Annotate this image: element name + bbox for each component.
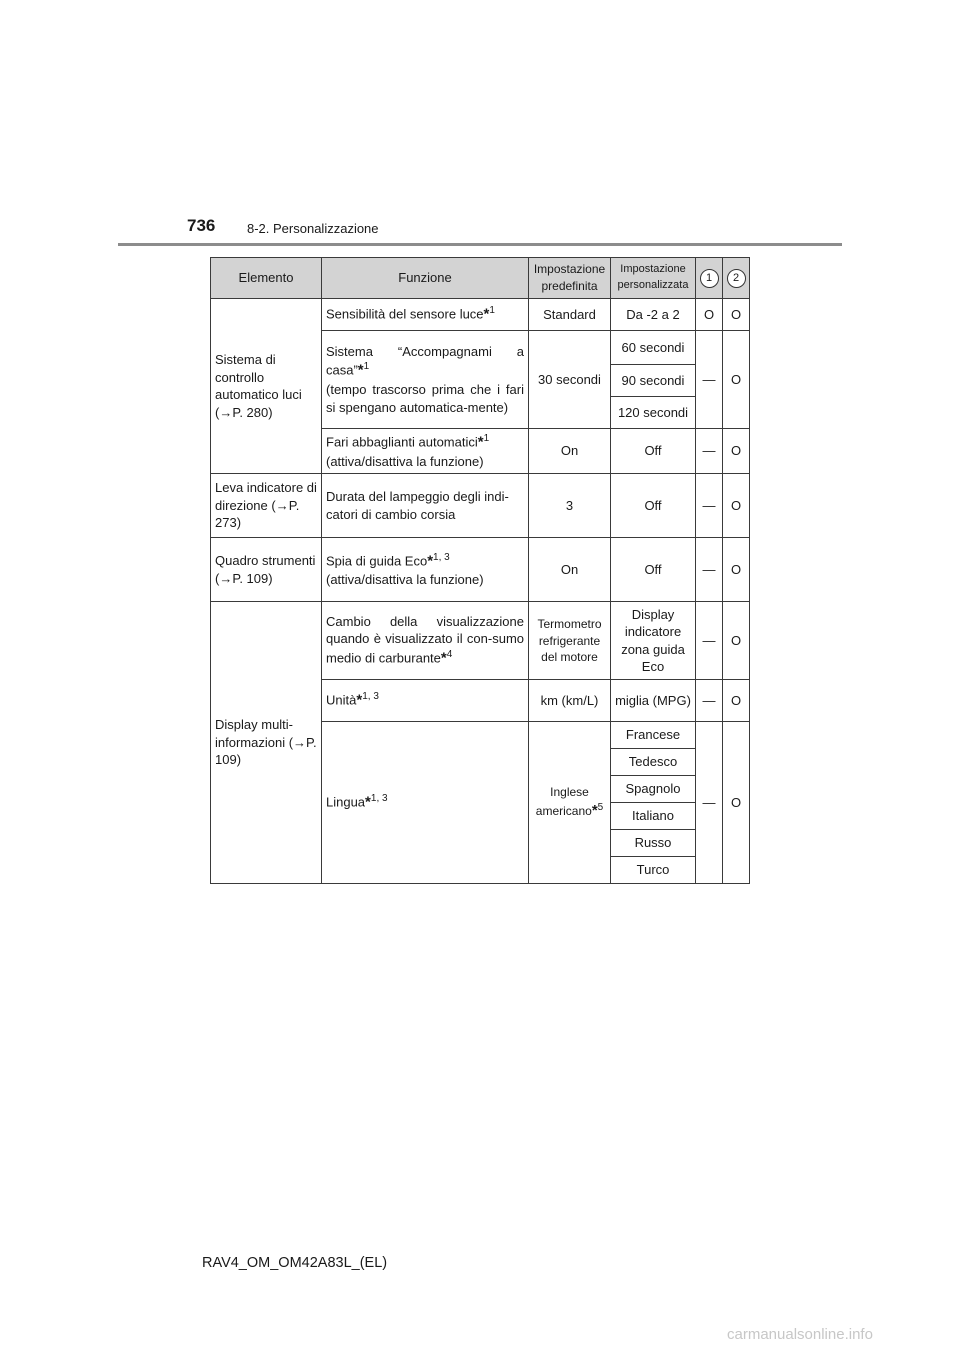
header-custom: Impostazione personalizzata (611, 258, 696, 299)
default-units: km (km/L) (529, 680, 611, 722)
col2-high-beam: O (723, 429, 750, 474)
table-row (211, 299, 750, 331)
custom-turn-signal: Off (611, 474, 696, 538)
default-language: Inglese americano*$^5$ (529, 722, 611, 884)
custom-follow-me-60: 60 secondi (611, 331, 696, 365)
col1-eco-indicator: — (696, 538, 723, 602)
settings-table (210, 257, 750, 884)
col2-eco-indicator: O (723, 538, 750, 602)
col2-display-switch: O (723, 602, 750, 680)
header-default: Impostazione predefinita (529, 258, 611, 299)
function-units: Unità*$^{1, 3}$ (322, 680, 529, 722)
table-row (211, 602, 750, 680)
table-row (211, 474, 750, 538)
table-row (211, 538, 750, 602)
default-follow-me: 30 secondi (529, 331, 611, 429)
function-follow-me: Sistema “Accompagnami a casa”*$^1$ (tempo trascorso prima che i fari si spengano automatica-mente) (322, 331, 529, 429)
col1-follow-me: — (696, 331, 723, 429)
function-light-sensor: Sensibilità del sensore luce*$^1$ (322, 299, 529, 331)
header-col1 (696, 258, 723, 299)
col1-language: — (696, 722, 723, 884)
custom-high-beam: Off (611, 429, 696, 474)
element-multi-info-display: Display multi-informazioni (→P. 109) (211, 602, 322, 884)
col2-language: O (723, 722, 750, 884)
function-turn-signal: Durata del lampeggio degli indi-catori di cambio corsia (322, 474, 529, 538)
custom-language-1: Francese (611, 722, 696, 749)
custom-language-5: Russo (611, 830, 696, 857)
default-eco-indicator: On (529, 538, 611, 602)
col1-high-beam: — (696, 429, 723, 474)
function-display-switch: Cambio della visualizzazione quando è visualizzato il con-sumo medio di carburante*$^4$ (322, 602, 529, 680)
col1-units: — (696, 680, 723, 722)
function-eco-indicator: Spia di guida Eco*$^{1, 3}$ (attiva/disattiva la funzione) (322, 538, 529, 602)
element-gauges: Quadro strumenti (→P. 109) (211, 538, 322, 602)
watermark: carmanualsonline.info (727, 1326, 873, 1343)
header-rule (118, 243, 842, 246)
default-turn-signal: 3 (529, 474, 611, 538)
col1-marker: 1 (700, 269, 719, 288)
col1-turn-signal: — (696, 474, 723, 538)
element-light-control: Sistema di controllo automatico luci (→P. 280) (211, 299, 322, 474)
col2-units: O (723, 680, 750, 722)
col2-turn-signal: O (723, 474, 750, 538)
custom-follow-me-90: 90 secondi (611, 365, 696, 397)
page-number: 736 (187, 216, 216, 235)
custom-language-2: Tedesco (611, 749, 696, 776)
custom-light-sensor: Da -2 a 2 (611, 299, 696, 331)
document-code: RAV4_OM_OM42A83L_(EL) (202, 1255, 388, 1271)
table-header-row (211, 258, 750, 299)
col1-display-switch: — (696, 602, 723, 680)
header-col2 (723, 258, 750, 299)
custom-language-4: Italiano (611, 803, 696, 830)
custom-language-6: Turco (611, 857, 696, 884)
default-display-switch: Termometro refrigerante del motore (529, 602, 611, 680)
element-turn-signal: Leva indicatore di direzione (→P. 273) (211, 474, 322, 538)
custom-units: miglia (MPG) (611, 680, 696, 722)
function-language: Lingua*$^{1, 3}$ (322, 722, 529, 884)
col1-light-sensor: O (696, 299, 723, 331)
col2-follow-me: O (723, 331, 750, 429)
section-title: 8-2. Personalizzazione (247, 221, 379, 236)
custom-language-3: Spagnolo (611, 776, 696, 803)
col2-light-sensor: O (723, 299, 750, 331)
custom-display-switch: Display indicatore zona guida Eco (611, 602, 696, 680)
default-light-sensor: Standard (529, 299, 611, 331)
default-high-beam: On (529, 429, 611, 474)
header-element: Elemento (211, 258, 322, 299)
custom-eco-indicator: Off (611, 538, 696, 602)
custom-follow-me-120: 120 secondi (611, 397, 696, 429)
header-function: Funzione (322, 258, 529, 299)
col2-marker: 2 (727, 269, 746, 288)
function-high-beam: Fari abbaglianti automatici*$^1$ (attiva/disattiva la funzione) (322, 429, 529, 474)
